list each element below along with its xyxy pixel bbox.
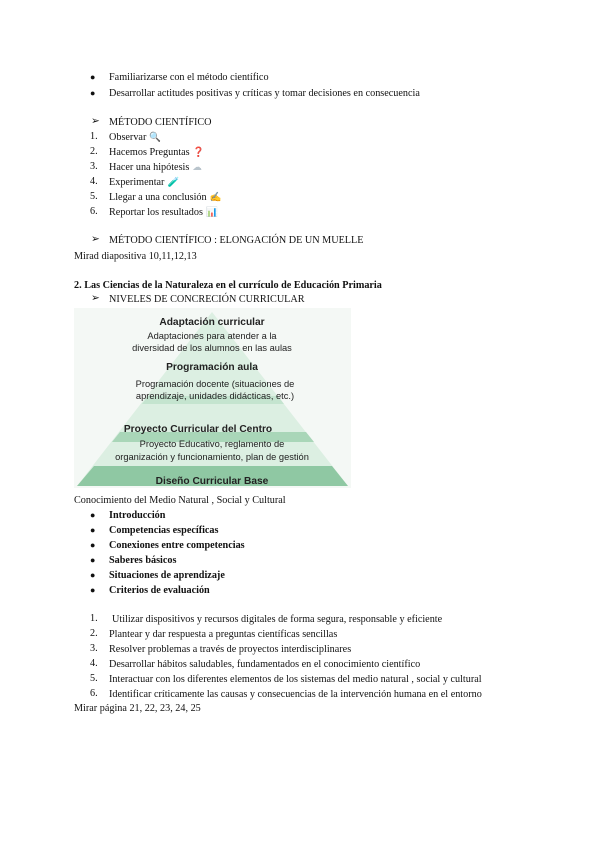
- cloud-icon: ☁: [192, 163, 202, 173]
- step-number: 1.: [90, 131, 98, 142]
- conocimiento-item: Saberes básicos: [109, 555, 177, 566]
- bullet-dot: ●: [90, 525, 96, 535]
- pyramid-level-title: Proyecto Curricular del Centro: [123, 424, 273, 435]
- step-item: [109, 161, 202, 175]
- competencia-number: 2.: [90, 628, 98, 639]
- bullet-dot: ●: [90, 88, 96, 98]
- competencia-text: Resolver problemas a través de proyectos interdisciplinares: [109, 644, 352, 655]
- step-number: 4.: [90, 176, 98, 187]
- muelle-heading: MÉTODO CIENTÍFICO : ELONGACIÓN DE UN MUELLE: [109, 235, 364, 246]
- conocimiento-heading: Conocimiento del Medio Natural , Social y Cultural: [74, 495, 286, 506]
- step-number: 3.: [90, 161, 98, 172]
- conocimiento-item: Competencias específicas: [109, 525, 219, 536]
- section-title: 2. Las Ciencias de la Naturaleza en el currículo de Educación Primaria: [74, 280, 382, 291]
- pyramid-level-desc: aprendizaje, unidades didácticas, etc.): [135, 391, 295, 401]
- bullet-dot: ●: [90, 570, 96, 580]
- bullet-dot: ●: [90, 555, 96, 565]
- competencia-text: Interactuar con los diferentes elementos de los sistemas del medio natural , social y cultural: [109, 674, 482, 685]
- competencia-number: 5.: [90, 673, 98, 684]
- pyramid-level-desc: diversidad de los alumnos en las aulas: [132, 343, 292, 353]
- competencia-number: 3.: [90, 643, 98, 654]
- muelle-note: Mirad diapositiva 10,11,12,13: [74, 251, 197, 262]
- conocimiento-item: Conexiones entre competencias: [109, 540, 245, 551]
- step-number: 5.: [90, 191, 98, 202]
- competencia-text: Identificar críticamente las causas y consecuencias de la intervención humana en el entorno: [109, 689, 482, 700]
- section-subheading: NIVELES DE CONCRECIÓN CURRICULAR: [109, 294, 305, 305]
- question-icon: ❓: [192, 148, 205, 158]
- conocimiento-item: Criterios de evaluación: [109, 585, 210, 596]
- competencia-number: 1.: [90, 613, 98, 624]
- pyramid-level-desc: Proyecto Educativo, reglamento de: [139, 439, 285, 449]
- step-text: Hacer una hipótesis: [109, 162, 190, 173]
- step-number: 6.: [90, 206, 98, 217]
- step-text: Reportar los resultados: [109, 207, 203, 218]
- metodo-heading: MÉTODO CIENTÍFICO: [109, 117, 212, 128]
- step-text: Hacemos Preguntas: [109, 147, 190, 158]
- competencia-text: Desarrollar hábitos saludables, fundamentados en el conocimiento científico: [109, 659, 421, 670]
- competencias-note: Mirar página 21, 22, 23, 24, 25: [74, 703, 201, 714]
- conocimiento-item: Situaciones de aprendizaje: [109, 570, 225, 581]
- arrow-bullet-icon: ➢: [91, 234, 100, 245]
- writing-hand-icon: ✍: [209, 193, 222, 203]
- step-item: [109, 131, 161, 145]
- pyramid-level-desc: Programación docente (situaciones de: [135, 379, 295, 389]
- intro-bullet-text: Desarrollar actitudes positivas y críticas y tomar decisiones en consecuencia: [109, 88, 420, 99]
- step-text: Llegar a una conclusión: [109, 192, 207, 203]
- bullet-dot: ●: [90, 585, 96, 595]
- arrow-bullet-icon: ➢: [91, 116, 100, 127]
- competencia-text: Plantear y dar respuesta a preguntas científicas sencillas: [109, 629, 338, 640]
- curricular-levels-pyramid: [74, 308, 351, 488]
- conocimiento-item: Introducción: [109, 510, 166, 521]
- bar-chart-icon: 📊: [205, 208, 218, 218]
- bullet-dot: ●: [90, 72, 96, 82]
- intro-bullet-text: Familiarizarse con el método científico: [109, 72, 269, 83]
- step-item: [109, 176, 179, 190]
- step-number: 2.: [90, 146, 98, 157]
- magnifier-icon: 🔍: [149, 133, 162, 143]
- step-item: [109, 191, 221, 205]
- arrow-bullet-icon: ➢: [91, 293, 100, 304]
- pyramid-level-title: Adaptación curricular: [159, 317, 265, 328]
- step-text: Observar: [109, 132, 147, 143]
- competencia-text: Utilizar dispositivos y recursos digitales de forma segura, responsable y eficiente: [112, 614, 443, 625]
- bullet-dot: ●: [90, 540, 96, 550]
- pyramid-level-desc: Adaptaciones para atender a la: [147, 331, 277, 341]
- bullet-dot: ●: [90, 510, 96, 520]
- pyramid-level-desc: organización y funcionamiento, plan de gestión: [115, 452, 309, 462]
- pyramid-level-title: Diseño Curricular Base: [155, 476, 269, 487]
- test-tube-icon: 🧪: [167, 178, 180, 188]
- step-text: Experimentar: [109, 177, 165, 188]
- step-item: [109, 206, 218, 220]
- competencia-number: 6.: [90, 688, 98, 699]
- step-item: [109, 146, 204, 160]
- competencia-number: 4.: [90, 658, 98, 669]
- pyramid-level-title: Programación aula: [166, 362, 258, 373]
